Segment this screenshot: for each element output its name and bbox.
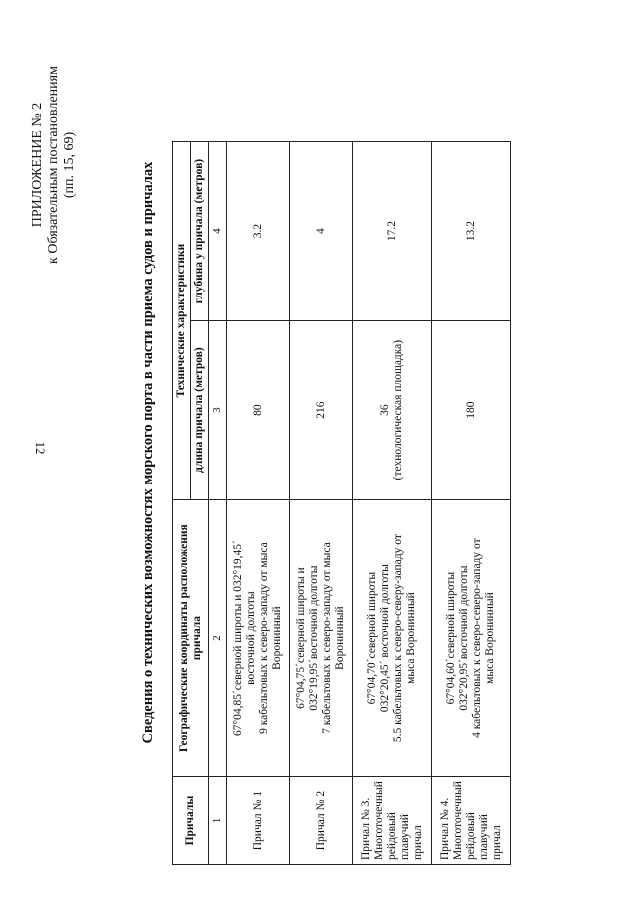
coord-line: 4 кабельтовых к северо-северо-западу от xyxy=(471,538,483,738)
berth-name: Причал № 4. Многоточечный рейдовый плавучий причал xyxy=(432,777,511,865)
coord-line: 67°04,70´северной широты xyxy=(366,571,378,705)
berth-length xyxy=(353,321,432,500)
table-row xyxy=(227,142,290,865)
coord-line: мыса Воронинный xyxy=(405,592,417,684)
berth-depth: 3.2 xyxy=(227,142,290,321)
berth-name: Причал № 2 xyxy=(290,777,353,865)
coord-line: мыса Воронинный xyxy=(484,592,496,684)
berths-table xyxy=(172,141,511,865)
appendix-reference: к Обязательным постановлениям xyxy=(46,66,61,264)
berth-depth: 4 xyxy=(290,142,353,321)
berth-coordinates xyxy=(432,500,511,777)
appendix-header xyxy=(30,25,78,305)
table-row xyxy=(353,142,432,865)
berth-length xyxy=(227,321,290,500)
berth-name: Причал № 3. Многоточечный рейдовый плавучий причал xyxy=(353,777,432,865)
berth-coordinates xyxy=(290,500,353,777)
header-coordinates: Географические координаты расположения причала xyxy=(173,500,209,777)
berth-length-note: (технологическая площадка) xyxy=(392,339,404,481)
berth-depth: 17.2 xyxy=(353,142,432,321)
berth-length-value: 216 xyxy=(314,401,327,419)
berth-coordinates xyxy=(227,500,290,777)
column-index: 2 xyxy=(209,500,227,777)
coord-line: 5.5 кабельтовых к северо-северу-западу от xyxy=(392,534,404,743)
column-index-row xyxy=(209,142,227,865)
rotated-page-content xyxy=(20,10,620,895)
berth-coordinates xyxy=(353,500,432,777)
column-index: 1 xyxy=(209,777,227,865)
coord-line: 032°19,95´восточной долготы xyxy=(308,565,320,711)
document-title: Сведения о технических возможностях морского порта в части приема судов и причалах xyxy=(140,161,156,744)
appendix-title: ПРИЛОЖЕНИЕ № 2 xyxy=(30,102,45,228)
table-row xyxy=(290,142,353,865)
coord-line: 032°20,95´восточной долготы xyxy=(458,565,470,711)
coord-line: восточной долготы xyxy=(245,591,257,685)
page-number: 12 xyxy=(33,441,48,455)
column-index: 4 xyxy=(209,142,227,321)
coord-line: 032°20,45´ восточной долготы xyxy=(379,564,391,713)
header-length: длина причала (метров) xyxy=(191,321,209,500)
coord-line: 67°04,75´северной широты и xyxy=(295,567,307,709)
appendix-clauses: (пп. 15, 69) xyxy=(62,131,77,199)
berth-name: Причал № 1 xyxy=(227,777,290,865)
header-technical: Технические характеристики xyxy=(173,142,191,500)
coord-line: Воронинный xyxy=(334,606,346,670)
header-depth: глубина у причала (метров) xyxy=(191,142,209,321)
column-index: 3 xyxy=(209,321,227,500)
coord-line: 67°04,60´северной широты xyxy=(445,571,457,705)
coord-line: Воронинный xyxy=(271,606,283,670)
berth-length-value: 36 xyxy=(379,404,391,416)
header-berths: Причалы xyxy=(173,777,209,865)
table-header-row xyxy=(173,142,191,865)
coord-line: 67°04,85´северной широты и 032°19,45´ xyxy=(232,540,244,737)
berth-length xyxy=(432,321,511,500)
coord-line: 9 кабельтовых к северо-западу от мыса xyxy=(258,542,270,734)
berth-depth: 13.2 xyxy=(432,142,511,321)
berth-length xyxy=(290,321,353,500)
coord-line: 7 кабельтовых к северо-западу от мыса xyxy=(321,542,333,734)
berth-length-value: 80 xyxy=(251,404,264,416)
berth-length-value: 180 xyxy=(464,401,477,419)
table-row xyxy=(432,142,511,865)
